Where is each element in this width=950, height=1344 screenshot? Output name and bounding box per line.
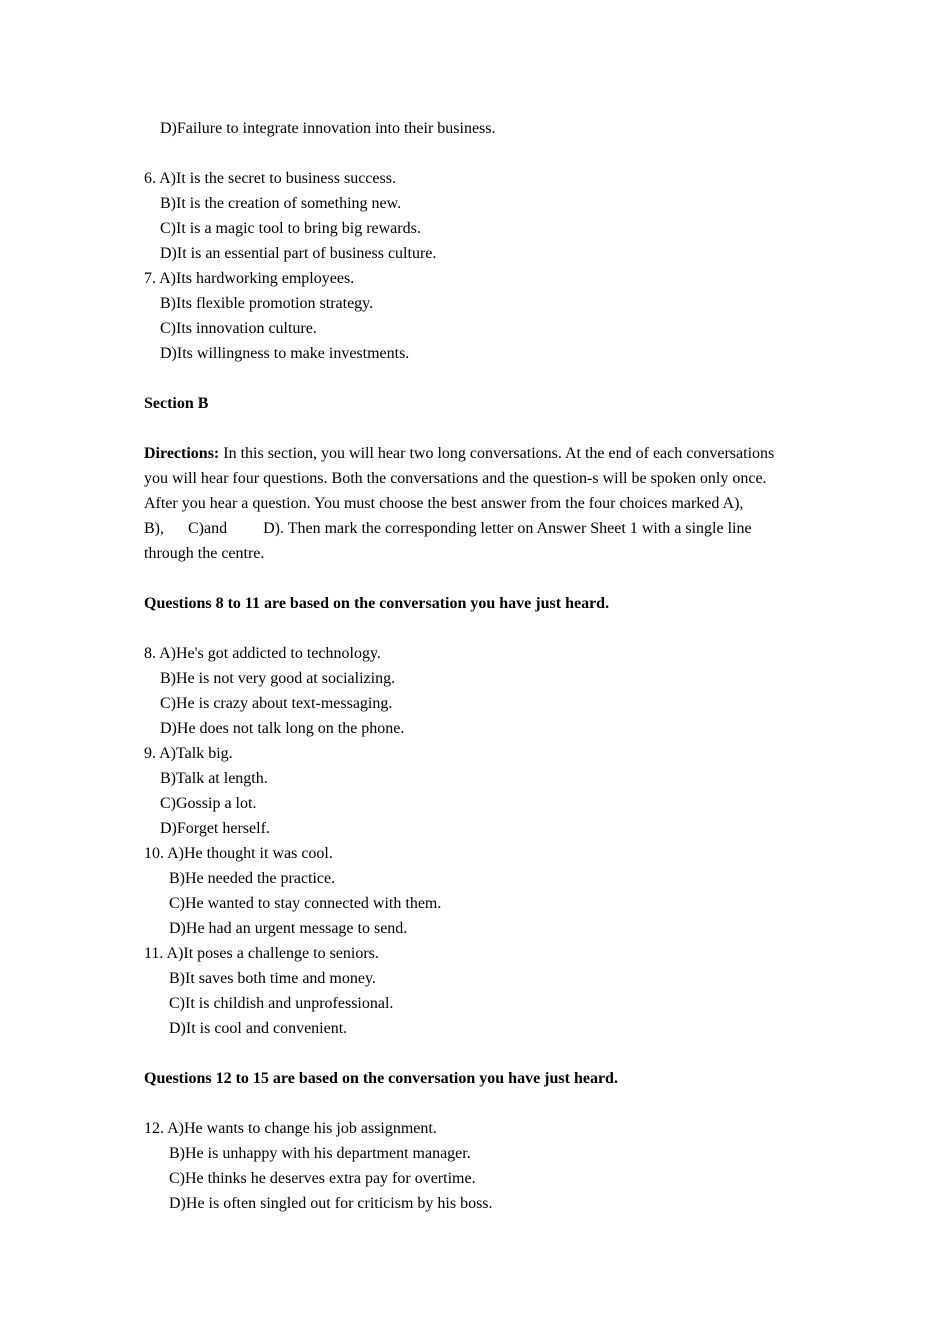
q9-option-a: 9. A)Talk big. xyxy=(144,745,233,762)
directions-line-1 xyxy=(144,441,824,466)
directions-line-4: B), C)and D). Then mark the corresponding letter on Answer Sheet 1 with a single line xyxy=(144,520,752,537)
spacer xyxy=(144,566,824,591)
q11-option-a: 11. A)It poses a challenge to seniors. xyxy=(144,945,379,962)
q7-option-d: D)Its willingness to make investments. xyxy=(160,345,410,362)
q7-option-b: B)Its flexible promotion strategy. xyxy=(160,295,374,312)
q6-option-a: 6. A)It is the secret to business success. xyxy=(144,170,396,187)
q12-option-c: C)He thinks he deserves extra pay for overtime. xyxy=(169,1170,476,1187)
q10-option-c: C)He wanted to stay connected with them. xyxy=(169,895,442,912)
q6-option-d: D)It is an essential part of business culture. xyxy=(160,245,437,262)
q9-option-b: B)Talk at length. xyxy=(160,770,268,787)
document-page xyxy=(144,116,824,1216)
q12-option-b: B)He is unhappy with his department manager. xyxy=(169,1145,471,1162)
section-b-heading: Section B xyxy=(144,395,209,412)
q11-option-b: B)It saves both time and money. xyxy=(169,970,376,987)
q6-option-b: B)It is the creation of something new. xyxy=(160,195,402,212)
directions-label: Directions: xyxy=(144,445,220,462)
q7-option-a: 7. A)Its hardworking employees. xyxy=(144,270,355,287)
q11-option-d: D)It is cool and convenient. xyxy=(169,1020,348,1037)
q11-option-c: C)It is childish and unprofessional. xyxy=(169,995,394,1012)
spacer xyxy=(144,416,824,441)
directions-line-5: through the centre. xyxy=(144,545,265,562)
directions-line-2: you will hear four questions. Both the conversations and the question-s will be spoken only once. xyxy=(144,470,767,487)
q8-option-b: B)He is not very good at socializing. xyxy=(160,670,396,687)
spacer xyxy=(144,1091,824,1116)
q8-option-d: D)He does not talk long on the phone. xyxy=(160,720,405,737)
spacer xyxy=(144,616,824,641)
q10-option-d: D)He had an urgent message to send. xyxy=(169,920,408,937)
directions-paragraph xyxy=(144,441,824,566)
q8-option-a: 8. A)He's got addicted to technology. xyxy=(144,645,381,662)
q8-option-c: C)He is crazy about text-messaging. xyxy=(160,695,393,712)
q9-option-c: C)Gossip a lot. xyxy=(160,795,257,812)
q10-option-b: B)He needed the practice. xyxy=(169,870,336,887)
q12-option-d: D)He is often singled out for criticism by his boss. xyxy=(169,1195,493,1212)
q7-option-c: C)Its innovation culture. xyxy=(160,320,317,337)
directions-text-1: In this section, you will hear two long conversations. At the end of each conversations xyxy=(219,445,775,462)
q10-option-a: 10. A)He thought it was cool. xyxy=(144,845,333,862)
questions-8-11-heading: Questions 8 to 11 are based on the conversation you have just heard. xyxy=(144,595,610,612)
directions-line-3: After you hear a question. You must choose the best answer from the four choices marked A), xyxy=(144,495,744,512)
spacer xyxy=(144,1041,824,1066)
spacer xyxy=(144,141,824,166)
q12-option-a: 12. A)He wants to change his job assignment. xyxy=(144,1120,437,1137)
q6-option-c: C)It is a magic tool to bring big rewards. xyxy=(160,220,421,237)
q5-option-d: D)Failure to integrate innovation into their business. xyxy=(160,120,496,137)
questions-12-15-heading: Questions 12 to 15 are based on the conversation you have just heard. xyxy=(144,1070,618,1087)
q9-option-d: D)Forget herself. xyxy=(160,820,270,837)
spacer xyxy=(144,366,824,391)
